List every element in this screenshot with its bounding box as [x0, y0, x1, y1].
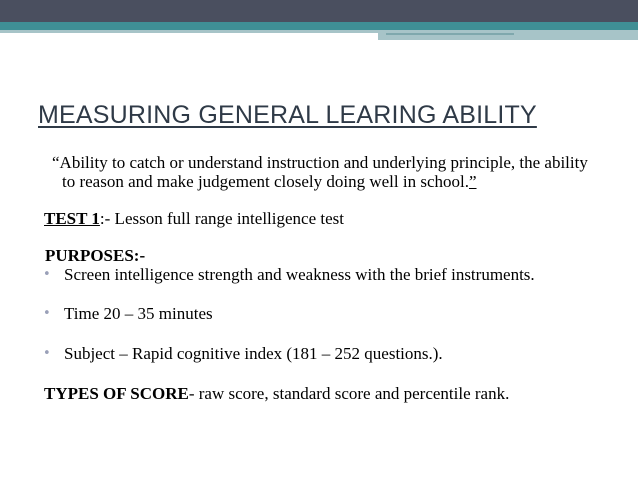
header-accent-light-left: [0, 30, 378, 33]
test-line: [44, 209, 598, 228]
list-item: [38, 344, 598, 363]
bullet-icon: •: [43, 267, 51, 282]
definition-quote: [52, 153, 598, 191]
header-accent-light-right: [378, 30, 638, 40]
list-item-text: Screen intelligence strength and weakness with the brief instruments.: [64, 265, 535, 284]
header-accent-gap: [386, 33, 514, 35]
list-item-text: Time 20 – 35 minutes: [64, 304, 213, 323]
bullet-icon: •: [43, 346, 51, 361]
test-text: :- Lesson full range intelligence test: [99, 209, 344, 228]
list-item-text: Subject – Rapid cognitive index (181 – 252 questions.).: [64, 344, 443, 363]
test-label: TEST 1: [44, 209, 100, 228]
score-types-text: - raw score, standard score and percentile rank.: [188, 384, 510, 403]
score-types-label: TYPES OF SCORE: [44, 384, 189, 403]
slide-title: MEASURING GENERAL LEARING ABILITY: [38, 101, 537, 129]
definition-quote-text: “Ability to catch or understand instruction and underlying principle, the ability to reason and make judgement closely doing well in school.: [52, 153, 588, 191]
list-item: [38, 304, 598, 323]
slide-body: [38, 153, 598, 403]
header-accent-stripe: [0, 22, 638, 30]
purposes-heading: PURPOSES:-: [45, 246, 146, 265]
definition-quote-close: ”: [468, 172, 477, 191]
header-band: [0, 0, 638, 22]
score-types-line: [44, 384, 598, 403]
bullet-icon: •: [43, 306, 51, 321]
purposes-list: [38, 265, 598, 363]
list-item: [38, 265, 598, 284]
